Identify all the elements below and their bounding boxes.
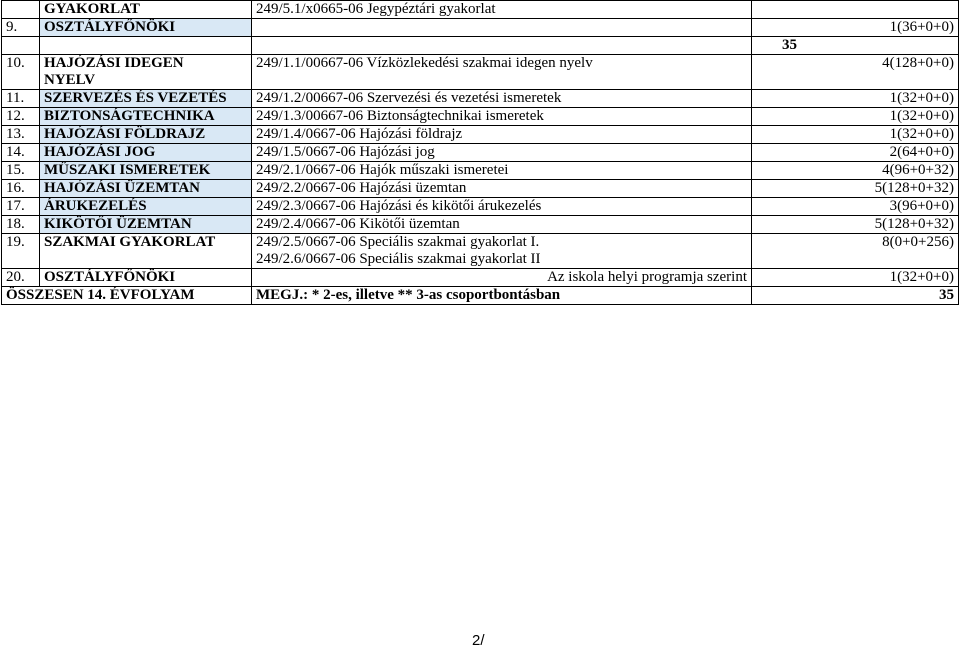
table-row xyxy=(2,216,959,234)
row-number: 19. xyxy=(2,234,40,269)
module-code-text: 249/1.5/0667-06 Hajózási jog xyxy=(256,144,435,160)
weekly-hours: 2(64+0+0) xyxy=(752,144,959,162)
table-row xyxy=(2,126,959,144)
row-number: 11. xyxy=(2,90,40,108)
module-code xyxy=(252,90,752,108)
module-code xyxy=(252,180,752,198)
weekly-hours: 1(32+0+0) xyxy=(752,269,959,287)
weekly-hours: 1(36+0+0) xyxy=(752,19,959,37)
subject-name xyxy=(40,269,252,287)
table-row xyxy=(2,180,959,198)
row-number: 9. xyxy=(2,19,40,37)
weekly-hours: 8(0+0+256) xyxy=(752,234,959,269)
module-code xyxy=(252,55,752,90)
table-row xyxy=(2,1,959,19)
subject-name-text: KIKÖTŐI ÜZEMTAN xyxy=(44,216,192,232)
module-note: Az iskola helyi programja szerint xyxy=(547,269,747,285)
module-code xyxy=(252,37,752,55)
subject-name-text: OSZTÁLYFŐNÖKI xyxy=(44,269,176,285)
subject-name xyxy=(40,37,252,55)
row-number: 12. xyxy=(2,108,40,126)
row-number: 16. xyxy=(2,180,40,198)
module-code-text: 249/2.1/0667-06 Hajók műszaki ismeretei xyxy=(256,162,509,178)
module-code-text: 249/2.5/0667-06 Speciális szakmai gyakorlat I. xyxy=(256,234,540,250)
row-number: 18. xyxy=(2,216,40,234)
table-row xyxy=(2,162,959,180)
weekly-hours: 4(128+0+0) xyxy=(752,55,959,90)
subject-name-text: MŰSZAKI ISMERETEK xyxy=(44,162,211,178)
module-code-text: 249/1.3/00667-06 Biztonságtechnikai ismeretek xyxy=(256,108,544,124)
module-code xyxy=(252,108,752,126)
module-code xyxy=(252,19,752,37)
subject-name xyxy=(40,1,252,19)
subject-name-text: HAJÓZÁSI FÖLDRAJZ xyxy=(44,126,206,142)
module-code-text: 249/5.1/x0665-06 Jegypéztári gyakorlat xyxy=(256,1,496,17)
subject-name xyxy=(40,198,252,216)
row-number: 14. xyxy=(2,144,40,162)
curriculum-table xyxy=(1,0,959,305)
weekly-hours: 5(128+0+32) xyxy=(752,216,959,234)
module-code-line2: 249/2.6/0667-06 Speciális szakmai gyakorlat II xyxy=(256,251,541,267)
subject-name-text: BIZTONSÁGTECHNIKA xyxy=(44,108,215,124)
row-number: 15. xyxy=(2,162,40,180)
curriculum-table-body xyxy=(2,1,959,305)
module-code xyxy=(252,216,752,234)
subject-name-text: OSZTÁLYFŐNÖKI xyxy=(44,19,176,35)
table-row xyxy=(2,37,959,55)
subject-name-text: SZAKMAI GYAKORLAT xyxy=(44,234,216,250)
total-row xyxy=(2,287,959,305)
row-number: 13. xyxy=(2,126,40,144)
subject-name xyxy=(40,90,252,108)
module-code-text: 249/1.1/00667-06 Vízközlekedési szakmai idegen nyelv xyxy=(256,55,593,71)
row-number: 17. xyxy=(2,198,40,216)
subject-name-line2: NYELV xyxy=(44,72,96,88)
subject-name-text: HAJÓZÁSI JOG xyxy=(44,144,156,160)
module-code-text: 249/2.4/0667-06 Kikötői üzemtan xyxy=(256,216,460,232)
row-number xyxy=(2,37,40,55)
subject-name-text: HAJÓZÁSI IDEGEN xyxy=(44,55,184,71)
module-code-text: 249/2.2/0667-06 Hajózási üzemtan xyxy=(256,180,467,196)
table-row xyxy=(2,19,959,37)
module-code xyxy=(252,126,752,144)
module-code xyxy=(252,234,752,269)
module-code xyxy=(252,162,752,180)
table-row xyxy=(2,108,959,126)
subject-name-text: HAJÓZÁSI ÜZEMTAN xyxy=(44,180,200,196)
module-code xyxy=(252,1,752,19)
subject-name-text: ÁRUKEZELÉS xyxy=(44,198,147,214)
subject-name xyxy=(40,144,252,162)
module-code xyxy=(252,269,752,287)
subject-name xyxy=(40,19,252,37)
row-number xyxy=(2,1,40,19)
module-code xyxy=(252,144,752,162)
table-row xyxy=(2,234,959,269)
subject-name xyxy=(40,234,252,269)
row-number: 10. xyxy=(2,55,40,90)
weekly-hours: 4(96+0+32) xyxy=(752,162,959,180)
row-number: 20. xyxy=(2,269,40,287)
weekly-hours: 1(32+0+0) xyxy=(752,90,959,108)
weekly-hours xyxy=(752,1,959,19)
total-label: ÖSSZESEN 14. ÉVFOLYAM xyxy=(2,287,252,305)
total-hours: 35 xyxy=(752,287,959,305)
table-row xyxy=(2,55,959,90)
weekly-hours: 35 xyxy=(752,37,959,55)
table-row xyxy=(2,198,959,216)
subject-name-text: SZERVEZÉS ÉS VEZETÉS xyxy=(44,90,227,106)
subject-name xyxy=(40,55,252,90)
subject-name xyxy=(40,126,252,144)
subject-name-text: GYAKORLAT xyxy=(44,1,140,17)
table-row xyxy=(2,90,959,108)
module-code-text: 249/1.2/00667-06 Szervezési és vezetési ismeretek xyxy=(256,90,562,106)
subject-name xyxy=(40,108,252,126)
module-code xyxy=(252,198,752,216)
table-row xyxy=(2,144,959,162)
weekly-hours: 3(96+0+0) xyxy=(752,198,959,216)
subject-name xyxy=(40,216,252,234)
subject-name xyxy=(40,162,252,180)
subject-name xyxy=(40,180,252,198)
weekly-hours: 5(128+0+32) xyxy=(752,180,959,198)
module-code-text: 249/2.3/0667-06 Hajózási és kikötői árukezelés xyxy=(256,198,542,214)
weekly-hours: 1(32+0+0) xyxy=(752,126,959,144)
total-note: MEGJ.: * 2-es, illetve ** 3-as csoportbontásban xyxy=(252,287,752,305)
table-row xyxy=(2,269,959,287)
module-code-text: 249/1.4/0667-06 Hajózási földrajz xyxy=(256,126,463,142)
weekly-hours: 1(32+0+0) xyxy=(752,108,959,126)
page-number: 2/ xyxy=(472,632,485,649)
